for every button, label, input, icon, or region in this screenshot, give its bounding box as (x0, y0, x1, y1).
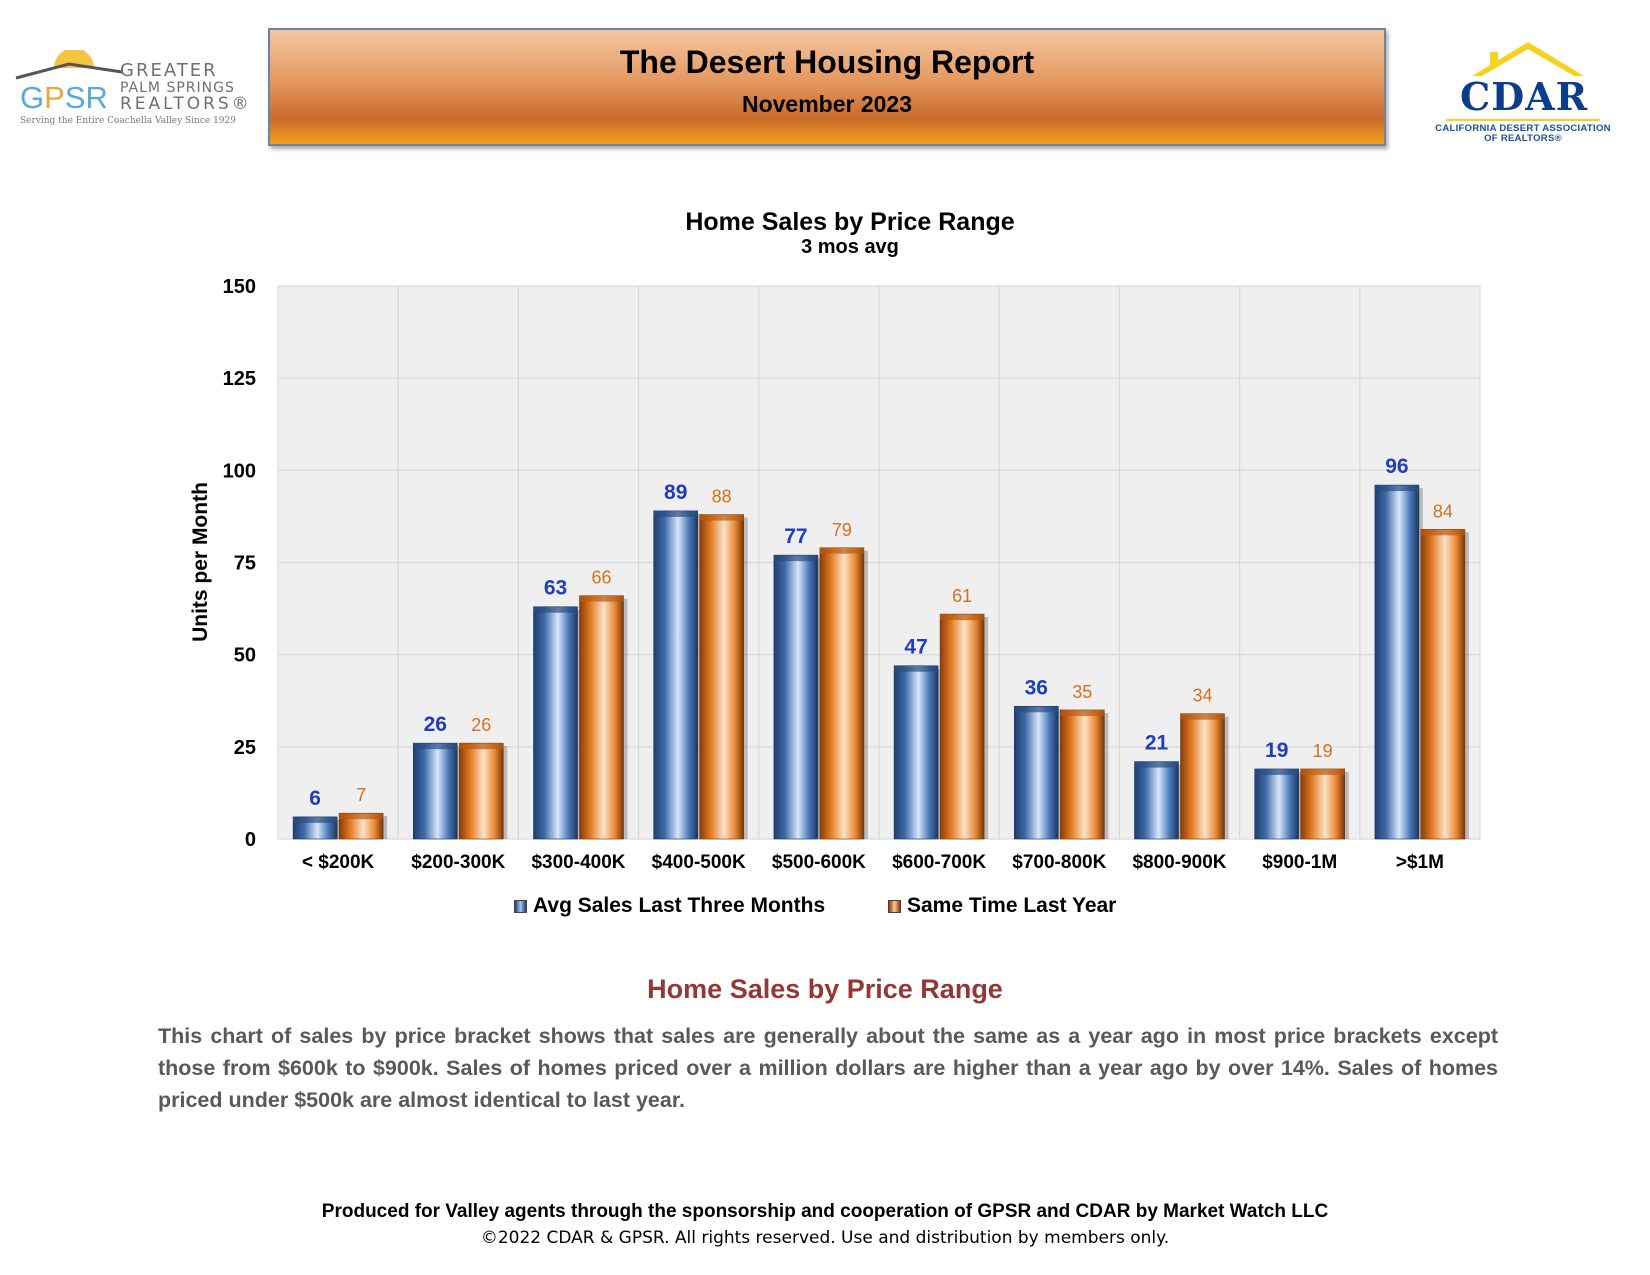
data-label-avg-sales: 47 (904, 635, 928, 659)
bar-last-year (459, 743, 503, 839)
x-tick-label: $700-800K (1012, 852, 1107, 873)
bar-last-year-cap (459, 743, 503, 749)
footer-copyright: ©2022 CDAR & GPSR. All rights reserved. Use and distribution by members only. (480, 1228, 1170, 1248)
x-tick-label: $600-700K (892, 852, 987, 873)
bar-avg-sales-cap (1135, 762, 1179, 768)
data-label-avg-sales: 96 (1385, 455, 1409, 479)
bar-avg-sales (1375, 485, 1419, 839)
bar-avg-sales-cap (534, 607, 578, 613)
gpsr-name-line3: REALTORS® (120, 94, 252, 114)
gpsr-name-line1: GREATER (120, 60, 218, 81)
data-label-avg-sales: 26 (423, 713, 447, 737)
bar-last-year-cap (820, 548, 864, 554)
bar-avg-sales-cap (654, 511, 698, 517)
y-tick-label: 125 (222, 368, 256, 391)
bar-last-year (580, 596, 624, 839)
y-tick-label: 150 (222, 276, 256, 298)
data-label-last-year: 66 (591, 567, 612, 588)
x-tick-label: $400-500K (651, 852, 746, 873)
bar-last-year-cap (700, 515, 744, 521)
report-title: The Desert Housing Report (619, 44, 1035, 80)
bar-last-year (1421, 529, 1465, 839)
cdar-subtitle-line1: CALIFORNIA DESERT ASSOCIATION (1435, 123, 1611, 134)
chart-subtitle: 3 mos avg (801, 236, 899, 258)
y-tick-label: 50 (233, 644, 256, 667)
narrative-paragraph: This chart of sales by price bracket shows that sales are generally about the same as a year ago in most price brackets except those from $600k to $900k. Sales of homes priced over a million dollars are higher than a year ago by over 14%. Sales of homes priced under $500k are almost identical to last year. (158, 1024, 1498, 1112)
bar-avg-sales-cap (894, 666, 938, 672)
x-tick-label: $900-1M (1262, 852, 1338, 873)
bar-last-year-cap (1301, 769, 1345, 775)
data-label-avg-sales: 21 (1144, 731, 1169, 755)
data-label-last-year: 19 (1312, 740, 1333, 761)
bar-avg-sales (534, 607, 578, 839)
bar-avg-sales-cap (1014, 706, 1058, 712)
bar-last-year (1301, 769, 1345, 839)
bar-last-year (820, 548, 864, 839)
y-tick-label: 0 (244, 829, 256, 851)
y-axis-label: Units per Month (189, 482, 212, 642)
x-tick-label: $500-600K (771, 852, 866, 873)
report-date: November 2023 (741, 91, 913, 117)
bar-last-year (1181, 714, 1225, 839)
data-label-last-year: 61 (952, 586, 973, 607)
data-label-avg-sales: 19 (1265, 738, 1289, 762)
chart-title: Home Sales by Price Range (685, 208, 1015, 236)
bar-last-year (700, 515, 744, 839)
data-label-last-year: 26 (471, 715, 492, 736)
gpsr-name-line2: PALM SPRINGS (120, 80, 235, 96)
legend-label-avg-sales: Avg Sales Last Three Months (533, 894, 826, 917)
bar-last-year-cap (580, 596, 624, 602)
bar-last-year (1060, 710, 1104, 839)
cdar-wordmark: CDAR (1460, 74, 1589, 119)
data-label-avg-sales: 89 (664, 480, 688, 504)
bar-last-year-cap (1421, 529, 1465, 535)
bar-avg-sales (1014, 706, 1058, 839)
bar-avg-sales-cap (413, 743, 457, 749)
legend-label-last-year: Same Time Last Year (907, 894, 1117, 917)
bar-last-year-cap (940, 614, 984, 620)
bar-last-year-cap (1060, 710, 1104, 716)
legend-item-last-year (888, 894, 1116, 918)
x-tick-label: < $200K (301, 852, 375, 873)
data-label-avg-sales: 6 (309, 786, 321, 810)
data-label-avg-sales: 63 (543, 576, 568, 600)
bar-avg-sales-cap (1375, 485, 1419, 491)
legend-swatch-orange (888, 900, 901, 913)
bar-avg-sales (1255, 769, 1299, 839)
bar-avg-sales (1135, 762, 1179, 839)
data-label-last-year: 79 (831, 519, 852, 540)
bar-avg-sales-cap (774, 555, 818, 561)
x-tick-label: >$1M (1395, 852, 1444, 873)
bar-last-year-cap (1181, 714, 1225, 720)
bar-last-year-cap (339, 813, 383, 819)
chart-legend (0, 894, 1650, 924)
x-tick-label: $800-900K (1132, 852, 1227, 873)
data-label-last-year: 88 (711, 486, 732, 507)
gpsr-abbreviation: GPSR (20, 80, 108, 115)
bar-avg-sales-cap (293, 817, 337, 823)
y-tick-label: 75 (233, 552, 256, 575)
data-label-avg-sales: 36 (1024, 676, 1048, 700)
data-label-last-year: 34 (1192, 685, 1213, 706)
legend-swatch-blue (514, 900, 527, 913)
x-tick-label: $200-300K (411, 852, 506, 873)
bar-last-year (940, 614, 984, 839)
bar-avg-sales-cap (1255, 769, 1299, 775)
y-tick-label: 25 (233, 736, 256, 759)
y-tick-label: 100 (222, 460, 256, 483)
footer-credit: Produced for Valley agents through the sponsorship and cooperation of GPSR and CDAR by Market Watch LLC (321, 1201, 1329, 1222)
section-heading: Home Sales by Price Range (647, 974, 1003, 1004)
data-label-last-year: 84 (1432, 501, 1453, 522)
bar-avg-sales (894, 666, 938, 839)
legend-item-avg-sales (514, 894, 825, 918)
data-label-last-year: 7 (356, 785, 367, 806)
data-label-avg-sales: 77 (784, 525, 808, 549)
cdar-subtitle-line2: OF REALTORS® (1484, 133, 1562, 144)
bar-avg-sales (654, 511, 698, 839)
bar-avg-sales (774, 555, 818, 839)
gpsr-tagline: Serving the Entire Coachella Valley Since 1929 (20, 116, 236, 126)
bar-avg-sales (413, 743, 457, 839)
x-tick-label: $300-400K (531, 852, 626, 873)
data-label-last-year: 35 (1072, 681, 1093, 702)
